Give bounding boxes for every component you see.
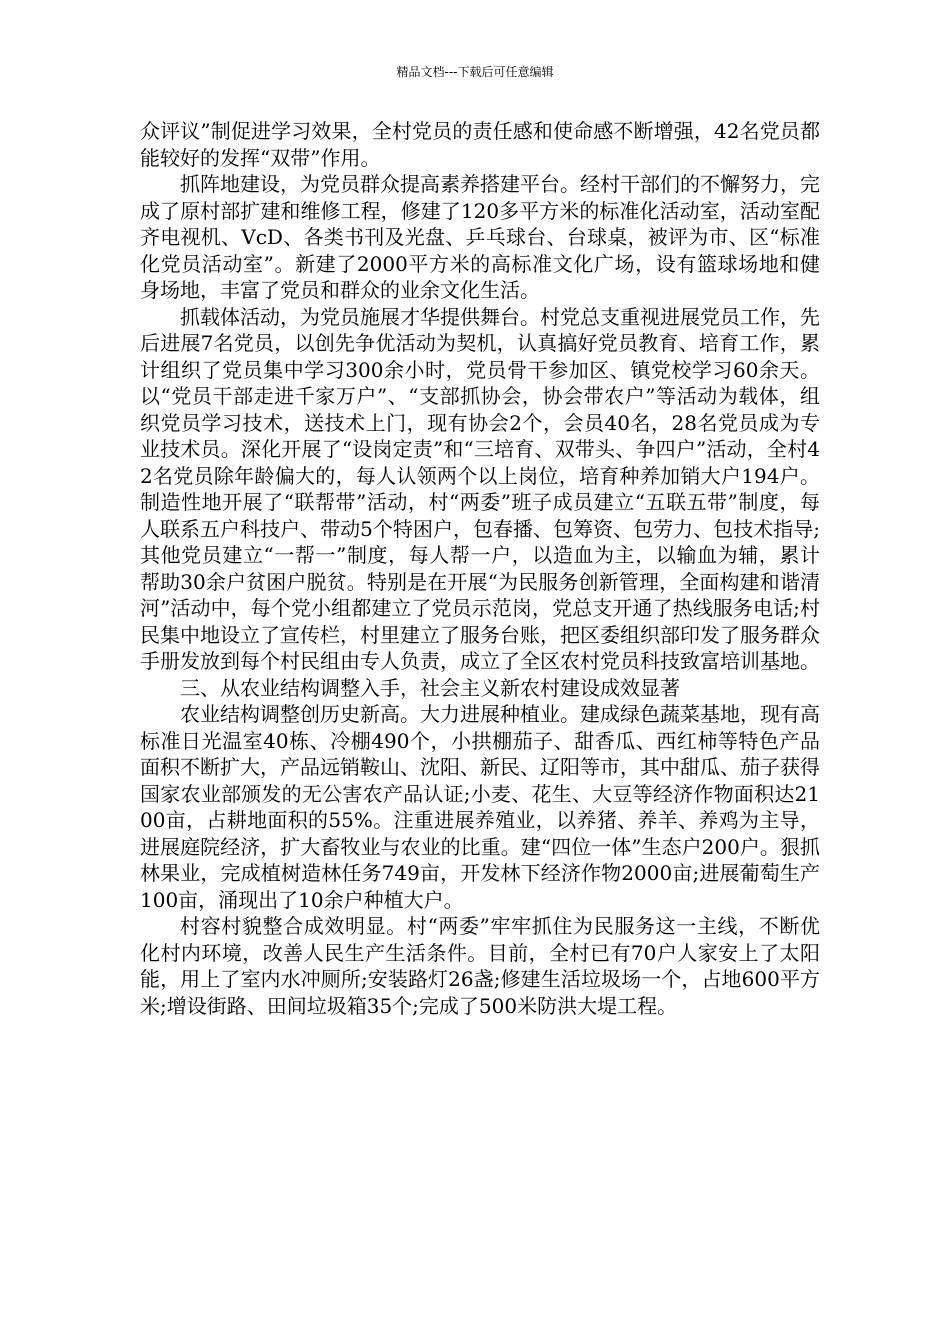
page-header: 精品文档---下载后可任意编辑: [396, 65, 554, 79]
paragraph-agriculture-structure: 农业结构调整创历史新高。大力进展种植业。建成绿色蔬菜基地，现有高标准日光温室40栋、冷棚490个，小拱棚茄子、甜香瓜、西红柿等特色产品面积不断扩大，产品远销鞍山、沈阳、新民、辽阳等市，其中甜瓜、茄子获得国家农业部颁发的无公害农产品认证;小麦、花生、大豆等经济作物面积达2100亩，占耕地面积的55%。注重进展养殖业，以养猪、养羊、养鸡为主导，进展庭院经济，扩大畜牧业与农业的比重。建“四位一体”生态户200户。狠抓林果业，完成植树造林任务749亩，开发林下经济作物2000亩;进展葡萄生产100亩，涌现出了10余户种植大户。: [140, 702, 820, 912]
paragraph-position-building: 抓阵地建设，为党员群众提高素养搭建平台。经村干部们的不懈努力，完成了原村部扩建和维修工程，修建了120多平方米的标准化活动室，活动室配齐电视机、VcD、各类书刊及光盘、乒乓球台、台球桌，被评为市、区“标准化党员活动室”。新建了2000平方米的高标准文化广场，设有篮球场地和健身场地，丰富了党员和群众的业余文化生活。: [140, 172, 820, 302]
document-body: [140, 118, 820, 1019]
section-heading-agriculture: 三、从农业结构调整入手，社会主义新农村建设成效显著: [180, 675, 680, 700]
paragraph-continuation: 众评议”制促进学习效果，全村党员的责任感和使命感不断增强，42名党员都能较好的发挥“双带”作用。: [140, 119, 820, 170]
paragraph-carrier-activities: 抓载体活动，为党员施展才华提供舞台。村党总支重视进展党员工作，先后进展7名党员，以创先争优活动为契机，认真搞好党员教育、培育工作，累计组织了党员集中学习300余小时，党员骨干参加区、镇党校学习60余天。以“党员干部走进千家万户”、“支部抓协会，协会带农户”等活动为载体，组织党员学习技术，送技术上门，现有协会2个，会员40名，28名党员成为专业技术员。深化开展了“设岗定责”和“三培育、双带头、争四户”活动，全村42名党员除年龄偏大的，每人认领两个以上岗位，培育种养加销大户194户。制造性地开展了“联帮带”活动，村“两委”班子成员建立“五联五带”制度，每人联系五户科技户、带动5个特困户，包春播、包筹资、包劳力、包技术指导;其他党员建立“一帮一”制度，每人帮一户，以造血为主，以输血为辅，累计帮助30余户贫困户脱贫。特别是在开展“为民服务创新管理，全面构建和谐清河”活动中，每个党小组都建立了党员示范岗，党总支开通了热线服务电话;村民集中地设立了宣传栏，村里建立了服务台账，把区委组织部印发了服务群众手册发放到每个村民组由专人负责，成立了全区农村党员科技致富培训基地。: [140, 304, 820, 673]
paragraph-village-appearance: 村容村貌整合成效明显。村“两委”牢牢抓住为民服务这一主线，不断优化村内环境，改善人民生产生活条件。目前，全村已有70户人家安上了太阳能，用上了室内水冲厕所;安装路灯26盏;修建生活垃圾场一个，占地600平方米;增设街路、田间垃圾箱35个;完成了500米防洪大堤工程。: [140, 914, 820, 1018]
